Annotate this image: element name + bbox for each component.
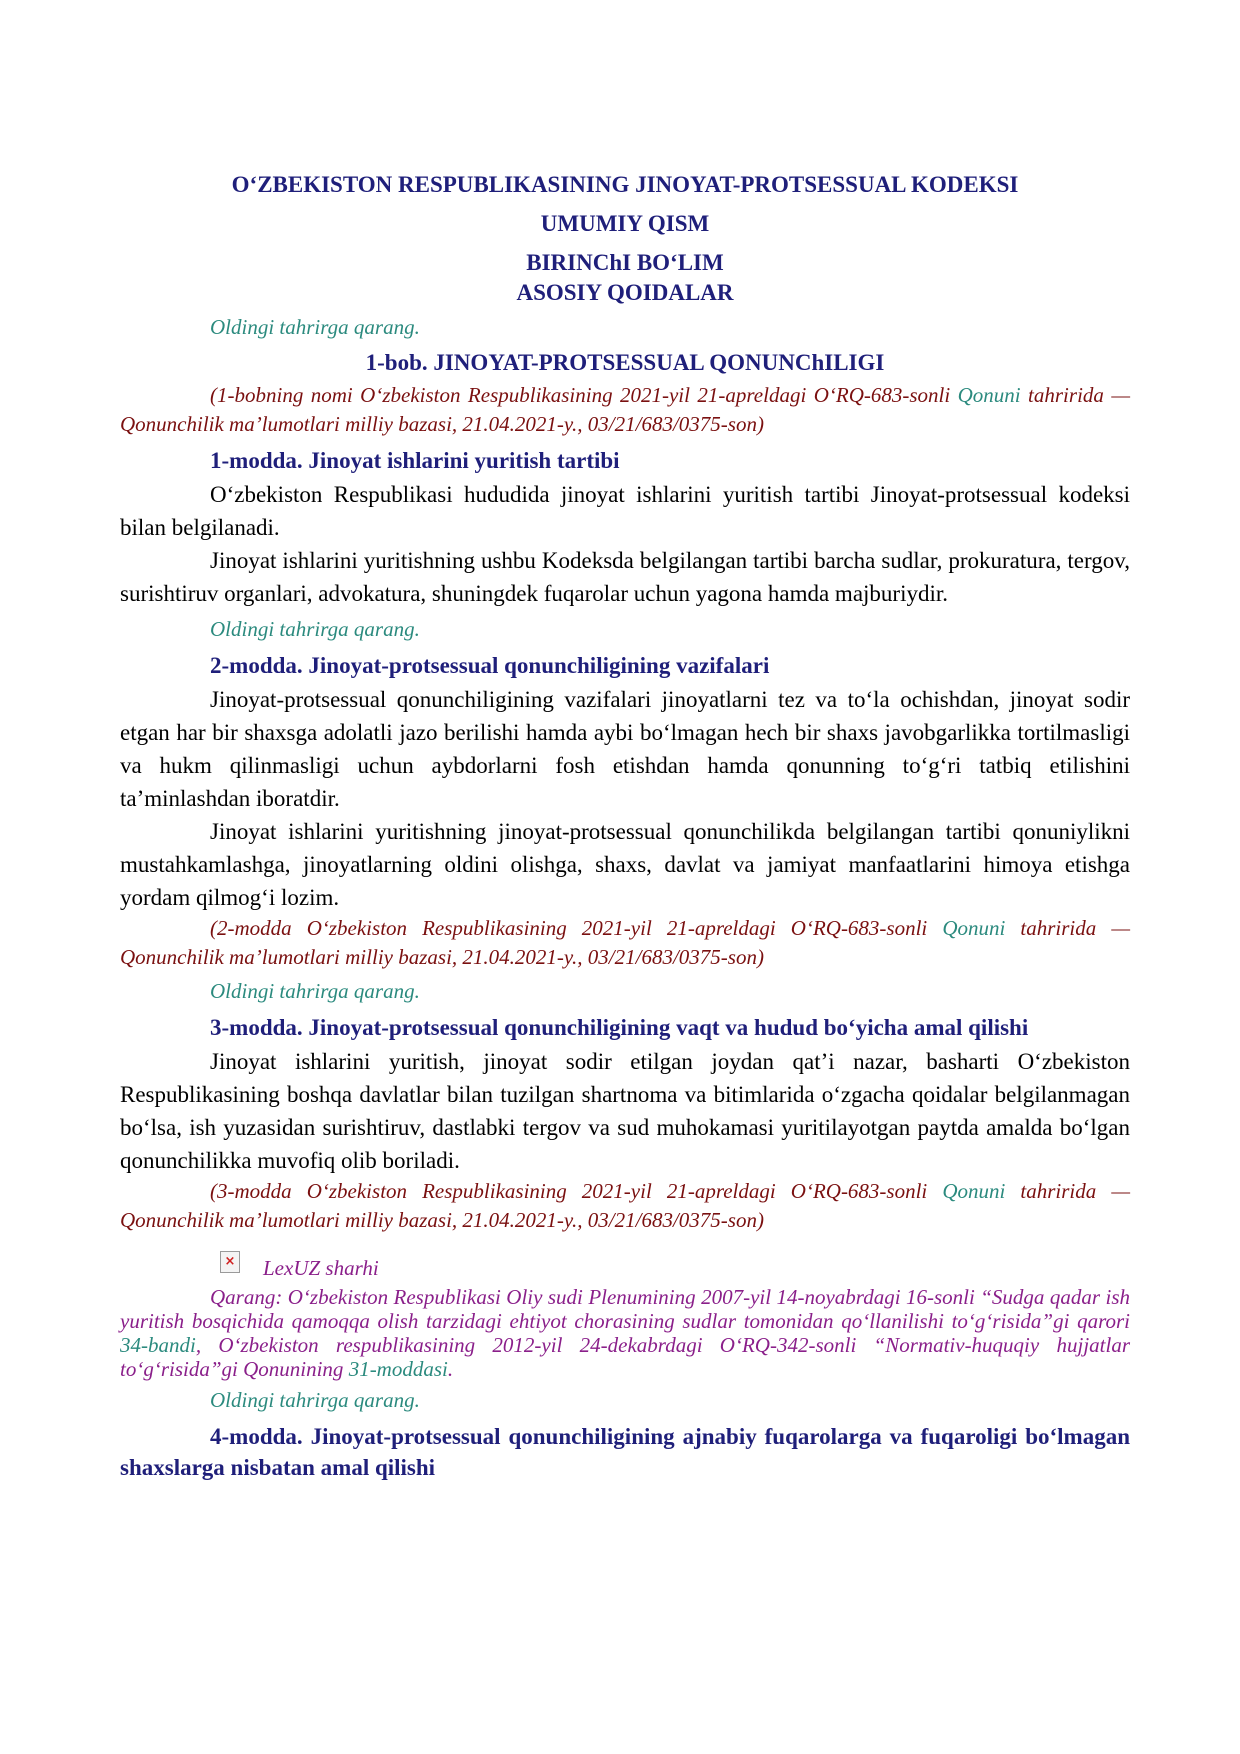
see-previous-link[interactable]: Oldingi tahrirga qarang. (210, 979, 420, 1003)
chapter-title: 1-bob. JINOYAT-PROTSESSUAL QONUNChILIGI (365, 350, 885, 375)
part-title: UMUMIY QISM (540, 211, 710, 236)
article-2-paragraph: Jinoyat-protsessual qonunchiligining vazifalari jinoyatlarni tez va to‘la ochishdan, jinoyat sodir etgan har bir shaxsga adolatli jazo berilishi hamda aybi bo‘lmagan hech bir shaxs javobgarlikka tortilmasligi va hukm qilinmasligi uchun aybdorlarni fosh etishdan hamda qonunning to‘g‘ri tatbiq etilishini ta’minlashdan iboratdir. (120, 687, 1130, 811)
note-text: tahririda — Qonunchilik ma’lumotlari milliy bazasi, 21.04.2021-y., 03/21/683/0375-son) (120, 916, 1130, 969)
note-text: (3-modda O‘zbekiston Respublikasining 2021-yil 21-apreldagi O‘RQ-683-sonli (210, 1179, 943, 1203)
article-2-note (120, 914, 1130, 972)
article-4-title: 4-modda. Jinoyat-protsessual qonunchiligining ajnabiy fuqarolarga va fuqaroligi bo‘lmagan shaxslarga nisbatan amal qilishi (120, 1424, 1130, 1480)
article-2-title: 2-modda. Jinoyat-protsessual qonunchiligining vazifalari (210, 653, 770, 678)
article-1-paragraph: Jinoyat ishlarini yuritishning ushbu Kodeksda belgilangan tartibi barcha sudlar, prokuratura, tergov, surishtiruv organlari, advokatura, shuningdek fuqarolar uchun yagona hamda majburiydir. (120, 548, 1130, 606)
comment-link[interactable]: 34-bandi (120, 1333, 196, 1357)
lexuz-comment-label: LexUZ sharhi (263, 1256, 379, 1280)
note-text: (1-bobning nomi O‘zbekiston Respublikasining 2021-yil 21-apreldagi O‘RQ-683-sonli (210, 383, 958, 407)
see-previous-link[interactable]: Oldingi tahrirga qarang. (210, 1388, 420, 1412)
article-1-paragraph: O‘zbekiston Respublikasi hududida jinoyat ishlarini yuritish tartibi Jinoyat-protsessual kodeksi bilan belgilanadi. (120, 482, 1130, 540)
see-previous-link[interactable]: Oldingi tahrirga qarang. (210, 617, 420, 641)
document-content (120, 170, 1130, 1485)
law-link[interactable]: Qonuni (957, 383, 1021, 407)
note-text: tahririda — Qonunchilik ma’lumotlari milliy bazasi, 21.04.2021-y., 03/21/683/0375-son) (120, 383, 1130, 436)
law-link[interactable]: Qonuni (942, 916, 1006, 940)
law-link[interactable]: Qonuni (942, 1179, 1006, 1203)
lexuz-comment-text (120, 1285, 1130, 1381)
section-title: BIRINChI BO‘LIM (526, 250, 724, 275)
article-2-paragraph: Jinoyat ishlarini yuritishning jinoyat-protsessual qonunchilikda belgilangan tartibi qonuniylikni mustahkamlashga, jinoyatlarning oldini olishga, shaxs, davlat va jamiyat manfaatlarini himoya etishga yordam qilmog‘i lozim. (120, 819, 1130, 910)
see-previous-link[interactable]: Oldingi tahrirga qarang. (210, 315, 420, 339)
lexuz-comment-header (120, 1235, 1130, 1285)
section-subtitle: ASOSIY QOIDALAR (516, 280, 734, 305)
comment-text: . (447, 1357, 454, 1381)
article-1-title: 1-modda. Jinoyat ishlarini yuritish tartibi (210, 448, 620, 473)
code-title: O‘ZBEKISTON RESPUBLIKASINING JINOYAT-PROTSESSUAL KODEKSI (231, 172, 1019, 197)
note-text: (2-modda O‘zbekiston Respublikasining 2021-yil 21-apreldagi O‘RQ-683-sonli (210, 916, 943, 940)
note-text: tahririda — Qonunchilik ma’lumotlari milliy bazasi, 21.04.2021-y., 03/21/683/0375-son) (120, 1179, 1130, 1232)
chapter-note (120, 381, 1130, 439)
comment-text: , O‘zbekiston respublikasining 2012-yil 24-dekabrdagi O‘RQ-342-sonli “Normativ-huquqiy hujjatlar to‘g‘risida”gi Qonunining (120, 1333, 1130, 1381)
article-3-paragraph: Jinoyat ishlarini yuritish, jinoyat sodir etilgan joydan qat’i nazar, basharti O‘zbekiston Respublikasining boshqa davlatlar bilan tuzilgan shartnoma va bitimlarida o‘zgacha qoidalar belgilanmagan bo‘lsa, ish yuzasidan surishtiruv, dastlabki tergov va sud muhokamasi yuritilayotgan paytda amalda bo‘lgan qonunchilikka muvofiq olib boriladi. (120, 1049, 1130, 1173)
comment-link[interactable]: 31-moddasi (348, 1357, 448, 1381)
comment-text: Qarang: O‘zbekiston Respublikasi Oliy sudi Plenumining 2007-yil 14-noyabrdagi 16-sonli “Sudga qadar ish yuritish bosqichida qamoqqa olish tarzidagi ehtiyot chorasining sudlar tomonidan qo‘llanilishi to‘g‘risida”gi qarori (120, 1285, 1130, 1333)
article-3-note (120, 1177, 1130, 1235)
article-3-title: 3-modda. Jinoyat-protsessual qonunchiligining vaqt va hudud bo‘yicha amal qilishi (210, 1015, 1029, 1040)
broken-image-icon: × (220, 1251, 240, 1273)
